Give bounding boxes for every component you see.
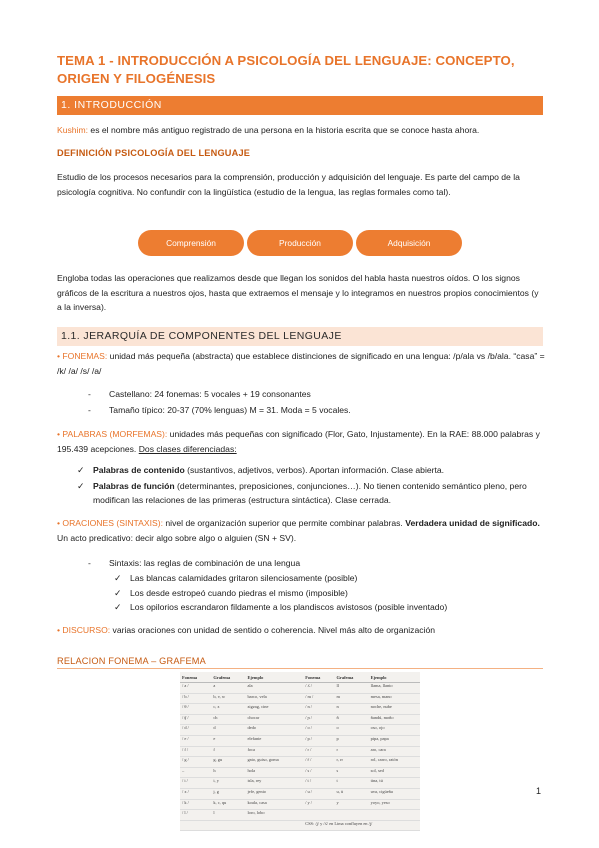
list-item: ✓ Palabras de contenido (sustantivos, adjetivos, verbos). Aportan información. Clase abierta. xyxy=(77,465,445,475)
table-cell: pipa, papa xyxy=(369,735,420,746)
sintaxis-list xyxy=(88,556,538,571)
table-cell: d xyxy=(211,725,245,736)
page-number: 1 xyxy=(536,786,542,796)
table-cell: / d / xyxy=(180,725,211,736)
fonemas-list xyxy=(88,387,528,419)
table-cell: / l / xyxy=(180,810,211,821)
table-cell: zigzag, cine xyxy=(245,704,303,715)
table-cell: dedo xyxy=(245,725,303,736)
fonemas-paragraph xyxy=(57,349,545,378)
check-icon: ✓ xyxy=(114,573,122,583)
table-row xyxy=(180,767,420,778)
table-cell: / k / xyxy=(180,799,211,810)
list-item: - Sintaxis: las reglas de combinación de una lengua xyxy=(88,558,301,568)
sintaxis-examples xyxy=(114,571,544,615)
table-cell: b, v, w xyxy=(211,693,245,704)
relacion-divider xyxy=(57,668,543,669)
pill-adquisicion: Adquisición xyxy=(356,230,462,256)
table-cell: ñ xyxy=(335,714,369,725)
table-cell: ñandú, moño xyxy=(369,714,420,725)
palabras-underline: Dos clases diferenciadas: xyxy=(138,443,237,454)
table-cell: chocar xyxy=(245,714,303,725)
kushim-paragraph xyxy=(57,123,545,138)
oraciones-paragraph: • ORACIONES (SINTAXIS): nivel de organización superior que permite combinar palabras. Verdadera unidad de significado. Un acto predicativo: decir algo sobre algo o alguien (SN + SV). xyxy=(57,518,540,543)
table-cell: elefante xyxy=(245,735,303,746)
pill-produccion: Producción xyxy=(247,230,353,256)
table-cell: p xyxy=(335,735,369,746)
table-cell: n xyxy=(335,704,369,715)
table-cell: m xyxy=(335,693,369,704)
table-cell: / ʧ / xyxy=(180,714,211,725)
table-cell: h xyxy=(211,767,245,778)
check-icon: ✓ xyxy=(77,481,85,491)
table-cell: / e / xyxy=(180,735,211,746)
table-cell: / ʎ / xyxy=(303,683,334,694)
palabras-list xyxy=(77,463,545,507)
table-cell xyxy=(335,810,369,821)
table-cell: ch xyxy=(211,714,245,725)
table-cell: oso, ojo xyxy=(369,725,420,736)
table-cell: sol, sed xyxy=(369,767,420,778)
discurso-label: • DISCURSO: xyxy=(57,625,111,635)
table-row xyxy=(180,778,420,789)
table-header-row: Fonema Grafema Ejemplo Fonema Grafema Ejemplo xyxy=(180,672,420,683)
table-cell: r, rr xyxy=(335,757,369,768)
table-row xyxy=(180,683,420,694)
table-cell: j, g xyxy=(211,788,245,799)
table-cell: aro, cara xyxy=(369,746,420,757)
table-cell: foca xyxy=(245,746,303,757)
table-cell: / u / xyxy=(303,788,334,799)
table-row xyxy=(180,725,420,736)
table-cell: noche, nube xyxy=(369,704,420,715)
list-item: ✓ Los opilorios escrandaron fildamente a los plandiscos avistosos (posible inventado) xyxy=(114,602,448,612)
table-cell: y xyxy=(335,799,369,810)
table-cell: / n / xyxy=(303,704,334,715)
pill-comprension: Comprensión xyxy=(138,230,244,256)
table-cell: / p / xyxy=(303,735,334,746)
oraciones-label: • ORACIONES (SINTAXIS): xyxy=(57,518,163,528)
table-cell: – xyxy=(180,767,211,778)
table-cell: ala xyxy=(245,683,303,694)
table-cell: / ɲ / xyxy=(303,714,334,725)
table-row xyxy=(180,788,420,799)
kushim-label: Kushim: xyxy=(57,125,89,135)
table-cell: isla, rey xyxy=(245,778,303,789)
table-cell: / g / xyxy=(180,757,211,768)
table-cell: yoyo, yeso xyxy=(369,799,420,810)
table-cell: / x / xyxy=(180,788,211,799)
oraciones-bold: Verdadera unidad de significado. xyxy=(405,518,540,528)
section-heading-jerarquia: 1.1. JERARQUÍA DE COMPONENTES DEL LENGUAJE xyxy=(57,327,543,346)
table-row xyxy=(180,714,420,725)
table-cell xyxy=(303,810,334,821)
table-cell: r xyxy=(335,746,369,757)
table-cell: / f / xyxy=(180,746,211,757)
list-item: - Castellano: 24 fonemas: 5 vocales + 19 consonantes xyxy=(88,389,311,399)
table-cell: / t / xyxy=(303,778,334,789)
table-cell: loro, lobo xyxy=(245,810,303,821)
discurso-paragraph: • DISCURSO: varias oraciones con unidad de sentido o coherencia. Nivel más alto de organización xyxy=(57,625,436,635)
check-icon: ✓ xyxy=(114,602,122,612)
table-cell: ll xyxy=(335,683,369,694)
list-item: ✓ Los desde estropeó cuando piedras el mismo (imposible) xyxy=(114,587,348,598)
table-cell: c, z xyxy=(211,704,245,715)
table-cell: s xyxy=(335,767,369,778)
table-row xyxy=(180,810,420,821)
table-cell: rol, carro, ratón xyxy=(369,757,420,768)
table-cell: l xyxy=(211,810,245,821)
palabras-label: • PALABRAS (MORFEMAS): xyxy=(57,429,168,439)
section-heading-introduccion: 1. INTRODUCCIÓN xyxy=(57,96,543,115)
table-footnote: CSS: /ʝ/ y /ʎ/ en Lima confluyen en /ʝ/ xyxy=(303,820,420,831)
palabras-text: unidades más pequeñas con significado (Flor, Gato, Injustamente). En la RAE: 88.000 palabras y 195.439 acepciones. xyxy=(57,429,540,454)
list-item: - Tamaño típico: 20-37 (70% lenguas) M = 31. Moda = 5 vocales. xyxy=(88,405,351,415)
table-cell: / m / xyxy=(303,693,334,704)
list-item: ✓ Las blancas calamidades gritaron silenciosamente (posible) xyxy=(114,573,358,583)
palabras-paragraph xyxy=(57,427,545,456)
table-cell: g, gu xyxy=(211,757,245,768)
table-cell: jefe, genio xyxy=(245,788,303,799)
table-row xyxy=(180,693,420,704)
table-cell: mesa, mano xyxy=(369,693,420,704)
page-title: TEMA 1 - INTRODUCCIÓN A PSICOLOGÍA DEL LENGUAJE: CONCEPTO, ORIGEN Y FILOGÉNESIS xyxy=(57,53,515,86)
table-cell: / θ / xyxy=(180,704,211,715)
definition-paragraph: Estudio de los procesos necesarios para la comprensión, producción y adquisición del lenguaje. Es parte del campo de la psicología cognitiva. No confundir con la lingüística (estudio de la lengua, las reglas formales como tal). xyxy=(57,172,520,197)
fonemas-text: unidad más pequeña (abstracta) que establece distinciones de significado en una lengua: /p/ala vs /b/ala. “casa” = /k/ /a/ /s/ /a/ xyxy=(57,351,545,376)
table-cell: o xyxy=(335,725,369,736)
table-row xyxy=(180,799,420,810)
table-cell xyxy=(369,810,420,821)
list-item: ✓ Palabras de función (determinantes, preposiciones, conjunciones…). No tienen contenido semántico pleno, pero modifican las relaciones de las primeras (estructura sintáctica). Clase cerrada. xyxy=(77,481,527,505)
table-cell: i, y xyxy=(211,778,245,789)
table-cell: koala, casa xyxy=(245,799,303,810)
table-cell: tina, tú xyxy=(369,778,420,789)
table-cell: t xyxy=(335,778,369,789)
fonema-grafema-table xyxy=(180,672,420,831)
table-cell: / i / xyxy=(180,778,211,789)
table-row xyxy=(180,704,420,715)
definition-heading: DEFINICIÓN PSICOLOGÍA DEL LENGUAJE xyxy=(57,148,251,158)
check-icon: ✓ xyxy=(114,587,122,598)
table-cell: barco, vela xyxy=(245,693,303,704)
fonemas-label: • FONEMAS: xyxy=(57,351,108,361)
engloba-paragraph: Engloba todas las operaciones que realizamos desde que llegan los sonidos del habla hasta nuestros oídos. O los signos gráficos de la escritura a nuestros ojos, hasta que extraemos el mensaje y lo integramos en nuestros propios conocimientos (y a la inversa). xyxy=(57,273,539,312)
relacion-heading: RELACION FONEMA – GRAFEMA xyxy=(57,656,206,666)
table-cell: a xyxy=(211,683,245,694)
table-cell: gato, guiso, goma xyxy=(245,757,303,768)
table-row xyxy=(180,757,420,768)
table-cell: k, c, qu xyxy=(211,799,245,810)
table-row xyxy=(180,746,420,757)
table-cell: / o / xyxy=(303,725,334,736)
table-cell: / s / xyxy=(303,767,334,778)
kushim-text: es el nombre más antiguo registrado de una persona en la historia escrita que se conoce hasta ahora. xyxy=(88,125,480,135)
table-cell: hola xyxy=(245,767,303,778)
table-cell: / a / xyxy=(180,683,211,694)
table-cell: / r / xyxy=(303,746,334,757)
table-cell: / b / xyxy=(180,693,211,704)
table-cell: llama, llanto xyxy=(369,683,420,694)
table-cell: / r̄ / xyxy=(303,757,334,768)
table-cell: f xyxy=(211,746,245,757)
table-row xyxy=(180,735,420,746)
table-cell: uva, cigüeña xyxy=(369,788,420,799)
table-cell: e xyxy=(211,735,245,746)
table-cell: u, ü xyxy=(335,788,369,799)
table-footnote-row xyxy=(180,820,420,831)
check-icon: ✓ xyxy=(77,465,85,475)
table-cell: / y / xyxy=(303,799,334,810)
